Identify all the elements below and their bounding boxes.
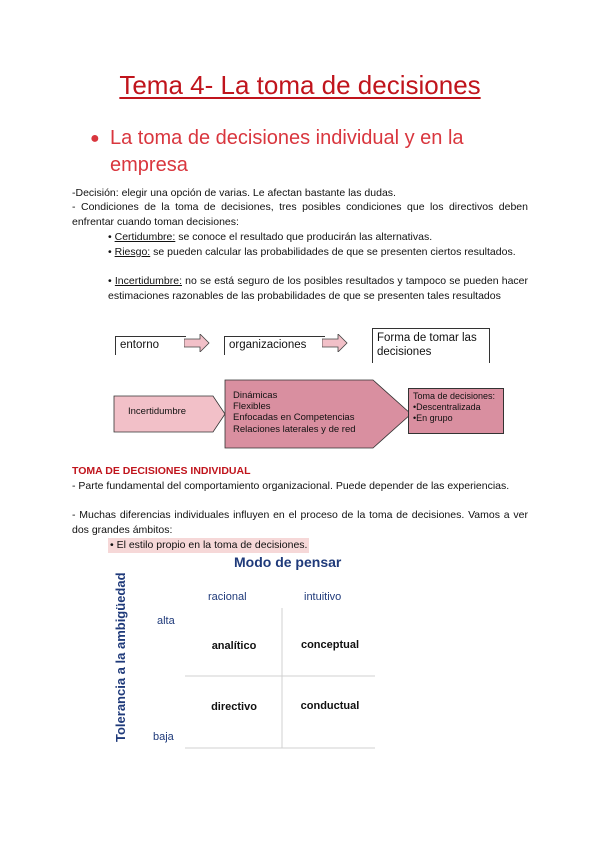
text-riesgo: se pueden calcular las probabilidades de que se presenten ciertos resultados. — [150, 246, 516, 258]
intro-conditions: - Condiciones de la toma de decisiones, tres posibles condiciones que los directivos deben enfrentar cuando toman decisiones: — [72, 201, 528, 228]
matrix-title: Modo de pensar — [234, 554, 342, 570]
flow1-entorno: entorno — [115, 336, 186, 355]
flow2-incertidumbre: Incertidumbre — [128, 406, 187, 417]
flow2-center-list — [233, 390, 356, 435]
flow2-center-item: Flexibles — [233, 401, 271, 413]
term-riesgo: Riesgo: — [114, 246, 151, 258]
bullet-icon: ● — [90, 130, 100, 147]
intro-decision: -Decisión: elegir una opción de varias. Le afectan bastante las dudas. — [72, 187, 396, 199]
section-heading: TOMA DE DECISIONES INDIVIDUAL — [72, 465, 251, 477]
matrix-row-baja: baja — [153, 731, 174, 743]
subtitle-text: La toma de decisiones individual y en la empresa — [110, 127, 464, 176]
matrix-y-axis-label: Tolerancia a la ambigüedad — [113, 572, 128, 742]
flow2-center-item: Enfocadas en Competencias — [233, 412, 355, 424]
section-paragraph-2: - Muchas diferencias individuales influyen en el proceso de la toma de decisiones. Vamos a ver dos grandes ámbitos: — [72, 509, 528, 536]
flow2-right-title: Toma de decisiones: — [413, 391, 496, 401]
flow2-center-item: Dinámicas — [233, 390, 278, 401]
flow2-center-item: Relaciones laterales y de red — [233, 423, 356, 435]
matrix-col-intuitivo: intuitivo — [304, 591, 342, 603]
matrix-col-racional: racional — [208, 591, 247, 603]
term-certidumbre: Certidumbre: — [114, 231, 176, 243]
matrix-row-alta: alta — [157, 615, 175, 627]
text-incertidumbre: no se está seguro de los posibles resultados y tampoco se pueden hacer estimaciones razonables de las probabilidades de que se presenten tales resultados — [108, 275, 528, 302]
condition-riesgo — [108, 245, 528, 260]
matrix-cell-conceptual: conceptual — [300, 639, 360, 651]
bullet-icon: • — [108, 246, 112, 258]
flow1-arrow-icon-2 — [322, 334, 348, 352]
section-paragraph-1: - Parte fundamental del comportamiento organizacional. Puede depender de las experiencias. — [72, 480, 510, 492]
matrix-grid — [185, 608, 375, 750]
matrix-cell-conductual: conductual — [300, 700, 360, 712]
flow1-organizaciones: organizaciones — [224, 336, 325, 355]
condition-certidumbre — [108, 230, 528, 245]
matrix-cell-directivo: directivo — [211, 701, 257, 713]
flow1-arrow-icon-1 — [184, 334, 210, 352]
text-certidumbre: se conoce el resultado que producirán las alternativas. — [175, 231, 433, 243]
condition-incertidumbre — [108, 274, 528, 303]
term-incertidumbre: Incertidumbre: — [114, 275, 182, 287]
bullet-icon: • — [108, 275, 112, 287]
highlighted-bullet: • El estilo propio en la toma de decisiones. — [110, 539, 308, 551]
flow2-toma-decisiones-box — [408, 388, 504, 434]
flow2-right-item: •Descentralizada — [413, 402, 481, 412]
bullet-icon: • — [108, 231, 112, 243]
matrix-cell-analitico: analítico — [211, 640, 257, 652]
page-title: Tema 4- La toma de decisiones — [119, 70, 481, 100]
flow2-right-item: •En grupo — [413, 413, 453, 423]
flow1-forma-decisiones: Forma de tomar las decisiones — [372, 328, 490, 363]
